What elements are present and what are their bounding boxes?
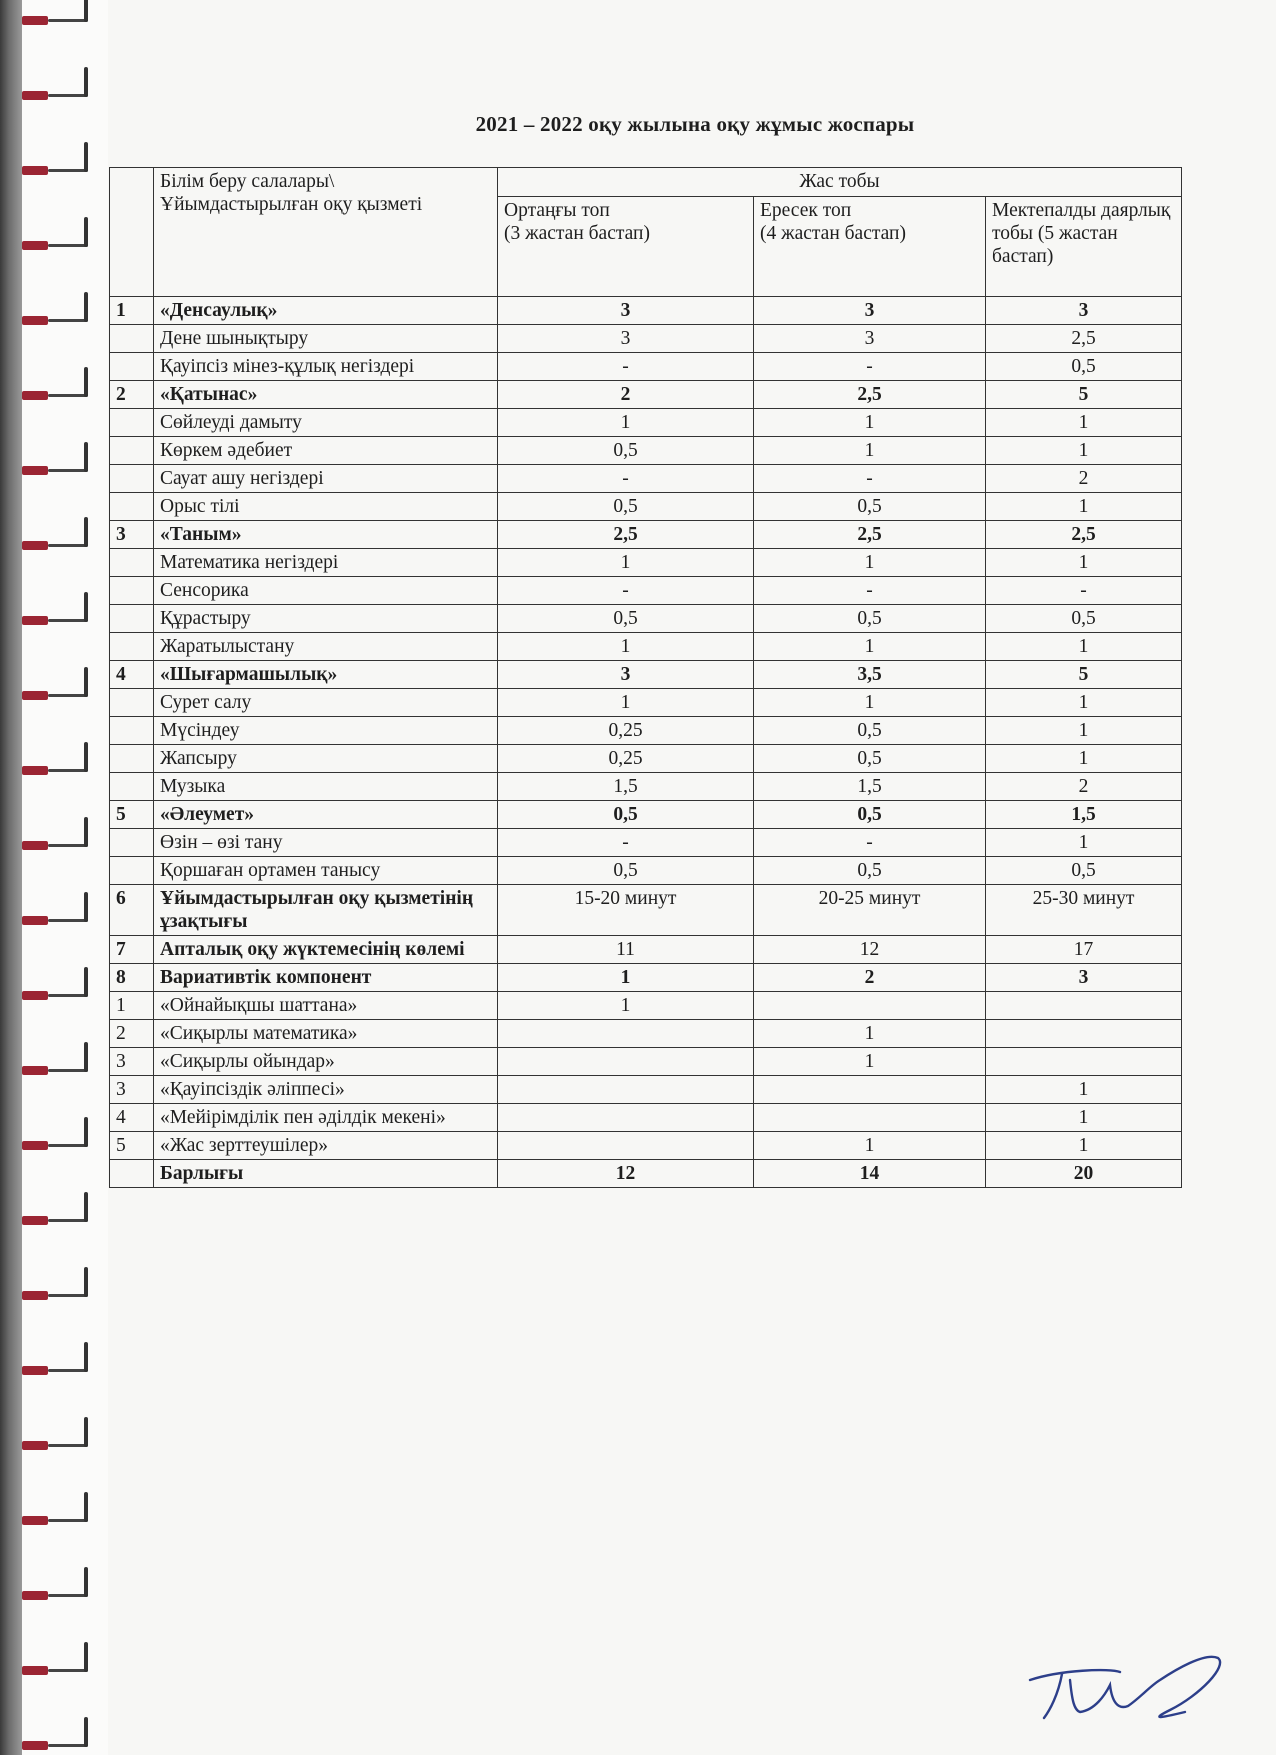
row-value: 14	[754, 1160, 986, 1188]
row-value: 1	[754, 633, 986, 661]
row-value: 1	[754, 549, 986, 577]
row-value: 5	[986, 381, 1182, 409]
row-number	[110, 717, 154, 745]
binding-ring	[22, 914, 92, 926]
row-number: 5	[110, 1132, 154, 1160]
row-value	[498, 1132, 754, 1160]
row-label: Вариативтік компонент	[154, 964, 498, 992]
row-value: 0,5	[986, 857, 1182, 885]
row-number: 8	[110, 964, 154, 992]
row-label: Барлығы	[154, 1160, 498, 1188]
row-label: Сенсорика	[154, 577, 498, 605]
row-value: 1	[754, 1132, 986, 1160]
row-number: 5	[110, 801, 154, 829]
row-number: 4	[110, 661, 154, 689]
row-value: 1	[498, 633, 754, 661]
row-value: 17	[986, 936, 1182, 964]
row-number	[110, 605, 154, 633]
binding-ring	[22, 614, 92, 626]
row-value	[754, 1076, 986, 1104]
row-number	[110, 353, 154, 381]
binding-ring	[22, 464, 92, 476]
table-row	[110, 1104, 1182, 1132]
row-value: 3	[986, 964, 1182, 992]
row-value: 1	[986, 1076, 1182, 1104]
row-value: 1	[754, 1020, 986, 1048]
header-number-cell	[110, 168, 154, 297]
binding-ring	[22, 389, 92, 401]
row-label: «Қауіпсіздік әліппесі»	[154, 1076, 498, 1104]
row-value: 1	[498, 409, 754, 437]
row-number	[110, 409, 154, 437]
row-number: 2	[110, 381, 154, 409]
row-number	[110, 633, 154, 661]
table-row	[110, 992, 1182, 1020]
row-label: «Таным»	[154, 521, 498, 549]
row-value: -	[498, 829, 754, 857]
row-value: 3	[498, 297, 754, 325]
binding-ring	[22, 1514, 92, 1526]
row-value: 0,5	[498, 857, 754, 885]
row-value: -	[498, 353, 754, 381]
binding-ring	[22, 1739, 92, 1751]
row-value: 0,5	[498, 493, 754, 521]
row-label: «Сиқырлы математика»	[154, 1020, 498, 1048]
row-label: Өзін – өзі тану	[154, 829, 498, 857]
row-value: 3	[498, 325, 754, 353]
row-value: 15-20 минут	[498, 885, 754, 936]
row-label: Көркем әдебиет	[154, 437, 498, 465]
row-value: -	[754, 829, 986, 857]
row-number	[110, 857, 154, 885]
row-number	[110, 689, 154, 717]
row-number	[110, 437, 154, 465]
row-value: 1	[754, 437, 986, 465]
row-value: 1	[986, 829, 1182, 857]
row-number	[110, 493, 154, 521]
header-age-group: Жас тобы	[498, 168, 1182, 197]
row-value: 1	[986, 1132, 1182, 1160]
binding-ring	[22, 89, 92, 101]
row-value: 0,5	[754, 717, 986, 745]
row-value: -	[754, 577, 986, 605]
row-label: «Денсаулық»	[154, 297, 498, 325]
row-value: 2	[754, 964, 986, 992]
row-value: 0,5	[754, 857, 986, 885]
document-title: 2021 – 2022 оқу жылына оқу жұмыс жоспары	[475, 112, 915, 136]
table-row	[110, 689, 1182, 717]
binding-ring	[22, 239, 92, 251]
row-label: Жаратылыстану	[154, 633, 498, 661]
row-value: 0,5	[754, 801, 986, 829]
row-value: 2,5	[498, 521, 754, 549]
row-value: 2	[986, 773, 1182, 801]
table-row	[110, 1048, 1182, 1076]
row-value: 1	[498, 964, 754, 992]
row-number	[110, 577, 154, 605]
table-row	[110, 801, 1182, 829]
row-value: 1	[986, 633, 1182, 661]
row-value: 2,5	[754, 381, 986, 409]
table-row	[110, 936, 1182, 964]
row-value: 5	[986, 661, 1182, 689]
spiral-binding	[0, 0, 108, 1755]
row-value: 3	[498, 661, 754, 689]
table-row	[110, 437, 1182, 465]
row-value	[986, 1048, 1182, 1076]
header-group-senior: Ересек топ (4 жастан бастап)	[754, 197, 986, 297]
row-number: 7	[110, 936, 154, 964]
row-value: 0,5	[754, 493, 986, 521]
table-row	[110, 829, 1182, 857]
row-value: 2,5	[986, 521, 1182, 549]
row-value: 1,5	[498, 773, 754, 801]
table-row	[110, 661, 1182, 689]
table-row	[110, 964, 1182, 992]
row-number: 6	[110, 885, 154, 936]
row-value: 20-25 минут	[754, 885, 986, 936]
table-row	[110, 717, 1182, 745]
row-value: 0,5	[754, 605, 986, 633]
table-row	[110, 605, 1182, 633]
header-area-label: Білім беру салалары\ Ұйымдастырылған оқу қызметі	[154, 168, 498, 297]
row-value: 1,5	[754, 773, 986, 801]
row-value: 3	[986, 297, 1182, 325]
row-number	[110, 829, 154, 857]
row-number: 4	[110, 1104, 154, 1132]
row-value: 0,25	[498, 745, 754, 773]
row-value	[986, 1020, 1182, 1048]
binding-ring	[22, 1139, 92, 1151]
row-value: -	[986, 577, 1182, 605]
binding-ring	[22, 1064, 92, 1076]
row-number: 3	[110, 521, 154, 549]
row-number: 1	[110, 992, 154, 1020]
row-value: 3,5	[754, 661, 986, 689]
row-label: Орыс тілі	[154, 493, 498, 521]
row-value: 1,5	[986, 801, 1182, 829]
row-value: 25-30 минут	[986, 885, 1182, 936]
binding-ring	[22, 1289, 92, 1301]
binding-ring	[22, 314, 92, 326]
row-number: 3	[110, 1048, 154, 1076]
row-value: 1	[986, 1104, 1182, 1132]
table-row	[110, 857, 1182, 885]
row-value: 1	[754, 689, 986, 717]
table-row	[110, 745, 1182, 773]
table-row	[110, 409, 1182, 437]
row-label: «Қатынас»	[154, 381, 498, 409]
row-value: 3	[754, 297, 986, 325]
row-value: 2,5	[986, 325, 1182, 353]
row-value: 1	[986, 549, 1182, 577]
header-group-middle: Ортаңғы топ (3 жастан бастап)	[498, 197, 754, 297]
signature	[1000, 1640, 1250, 1730]
row-label: «Мейірімділік пен әділдік мекені»	[154, 1104, 498, 1132]
row-value	[754, 1104, 986, 1132]
row-number	[110, 549, 154, 577]
table-row	[110, 465, 1182, 493]
row-label: «Шығармашылық»	[154, 661, 498, 689]
row-value: 0,5	[498, 437, 754, 465]
binding-ring	[22, 1589, 92, 1601]
row-value: 0,5	[986, 353, 1182, 381]
row-value: 1	[754, 409, 986, 437]
row-value: 1	[986, 745, 1182, 773]
row-label: Мүсіндеу	[154, 717, 498, 745]
binding-ring	[22, 14, 92, 26]
row-value	[986, 992, 1182, 1020]
row-value: 0,5	[498, 801, 754, 829]
table-row	[110, 577, 1182, 605]
binding-ring	[22, 839, 92, 851]
table-row	[110, 1020, 1182, 1048]
row-value: 1	[498, 689, 754, 717]
row-value: 20	[986, 1160, 1182, 1188]
row-number	[110, 465, 154, 493]
table-header-row	[110, 168, 1182, 197]
row-label: Қоршаған ортамен танысу	[154, 857, 498, 885]
row-number	[110, 325, 154, 353]
row-number: 3	[110, 1076, 154, 1104]
row-value: -	[754, 465, 986, 493]
row-value: 11	[498, 936, 754, 964]
row-value: 1	[498, 992, 754, 1020]
table-row	[110, 353, 1182, 381]
row-label: «Сиқырлы ойындар»	[154, 1048, 498, 1076]
row-value	[498, 1020, 754, 1048]
table-row	[110, 521, 1182, 549]
row-label: Құрастыру	[154, 605, 498, 633]
row-value: 1	[986, 717, 1182, 745]
row-label: Сауат ашу негіздері	[154, 465, 498, 493]
row-label: Музыка	[154, 773, 498, 801]
table-row	[110, 493, 1182, 521]
table-row	[110, 1132, 1182, 1160]
binding-ring	[22, 164, 92, 176]
row-label: Математика негіздері	[154, 549, 498, 577]
row-value: 12	[498, 1160, 754, 1188]
binding-ring	[22, 689, 92, 701]
binding-ring	[22, 1664, 92, 1676]
table-row	[110, 325, 1182, 353]
binding-ring	[22, 1214, 92, 1226]
table-row	[110, 381, 1182, 409]
row-value: 3	[754, 325, 986, 353]
row-value: 0,25	[498, 717, 754, 745]
binding-ring	[22, 764, 92, 776]
binding-edge	[0, 0, 22, 1755]
row-number	[110, 1160, 154, 1188]
row-value: -	[498, 577, 754, 605]
row-label: «Жас зерттеушілер»	[154, 1132, 498, 1160]
row-value: 12	[754, 936, 986, 964]
row-value: 1	[498, 549, 754, 577]
table-row	[110, 1160, 1182, 1188]
row-value: 0,5	[986, 605, 1182, 633]
row-label: Дене шынықтыру	[154, 325, 498, 353]
row-value	[498, 1048, 754, 1076]
row-label: «Әлеумет»	[154, 801, 498, 829]
row-value: 2,5	[754, 521, 986, 549]
row-value	[498, 1076, 754, 1104]
row-number: 2	[110, 1020, 154, 1048]
binding-ring	[22, 1364, 92, 1376]
table-row	[110, 885, 1182, 936]
row-value: 0,5	[754, 745, 986, 773]
row-value: 1	[986, 493, 1182, 521]
row-label: Апталық оқу жүктемесінің көлемі	[154, 936, 498, 964]
curriculum-table	[109, 167, 1182, 1188]
table-row	[110, 1076, 1182, 1104]
row-number: 1	[110, 297, 154, 325]
row-value: 1	[986, 409, 1182, 437]
table-row	[110, 549, 1182, 577]
row-label: Сөйлеуді дамыту	[154, 409, 498, 437]
table-row	[110, 773, 1182, 801]
row-value	[498, 1104, 754, 1132]
binding-ring	[22, 539, 92, 551]
row-label: «Ойнайықшы шаттана»	[154, 992, 498, 1020]
row-value: -	[498, 465, 754, 493]
row-label: Қауіпсіз мінез-құлық негіздері	[154, 353, 498, 381]
row-value: 1	[986, 689, 1182, 717]
row-label: Сурет салу	[154, 689, 498, 717]
row-label: Ұйымдастырылған оқу қызметінің ұзақтығы	[154, 885, 498, 936]
row-value: 2	[986, 465, 1182, 493]
row-number	[110, 745, 154, 773]
header-group-preschool: Мектепалды даярлық тобы (5 жастан бастап)	[986, 197, 1182, 297]
row-value	[754, 992, 986, 1020]
row-value: 1	[986, 437, 1182, 465]
table-row	[110, 633, 1182, 661]
binding-ring	[22, 1439, 92, 1451]
table-row	[110, 297, 1182, 325]
row-value: -	[754, 353, 986, 381]
row-value: 1	[754, 1048, 986, 1076]
row-number	[110, 773, 154, 801]
row-value: 2	[498, 381, 754, 409]
binding-ring	[22, 989, 92, 1001]
row-value: 0,5	[498, 605, 754, 633]
row-label: Жапсыру	[154, 745, 498, 773]
